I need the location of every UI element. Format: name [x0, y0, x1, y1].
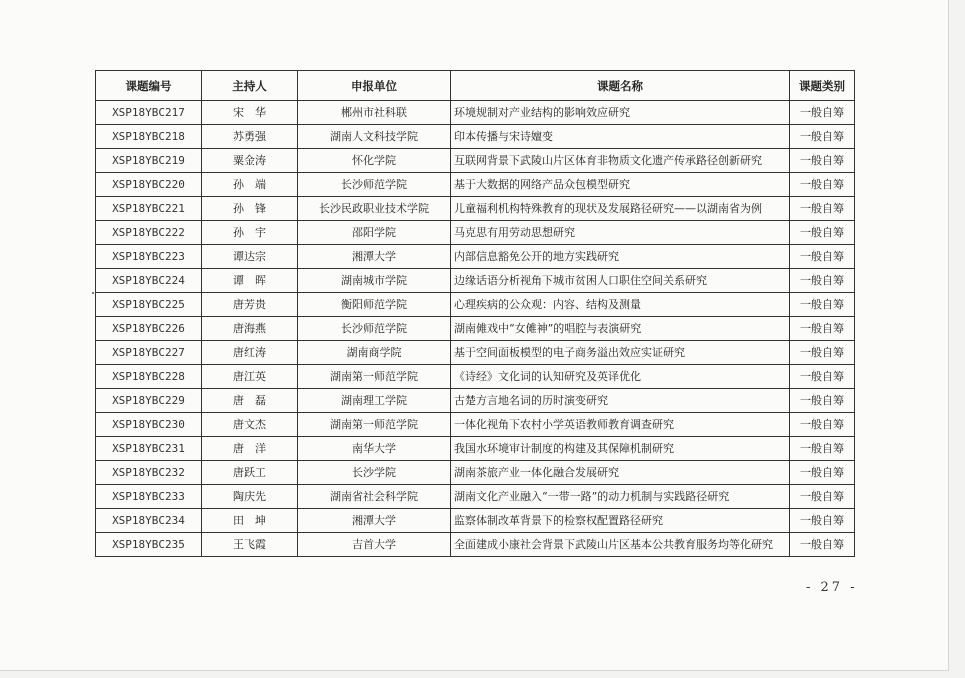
- unit-cell: 邵阳学院: [298, 221, 451, 245]
- host-cell: 苏勇强: [202, 125, 298, 149]
- project-id-cell: XSP18YBC234: [96, 509, 202, 533]
- table-row: [96, 269, 855, 293]
- table-row: [96, 413, 855, 437]
- table-row: [96, 101, 855, 125]
- host-cell: 孙 宇: [202, 221, 298, 245]
- title-cell: 儿童福利机构特殊教育的现状及发展路径研究——以湖南省为例: [451, 197, 790, 221]
- type-cell: 一般自筹: [790, 461, 855, 485]
- host-cell: 唐文杰: [202, 413, 298, 437]
- project-id-cell: XSP18YBC224: [96, 269, 202, 293]
- host-cell: 宋 华: [202, 101, 298, 125]
- host-cell: 唐海燕: [202, 317, 298, 341]
- type-cell: 一般自筹: [790, 221, 855, 245]
- title-cell: 环境规制对产业结构的影响效应研究: [451, 101, 790, 125]
- project-id-cell: XSP18YBC235: [96, 533, 202, 557]
- host-cell: 孙 锋: [202, 197, 298, 221]
- host-cell: 粟金涛: [202, 149, 298, 173]
- type-cell: 一般自筹: [790, 197, 855, 221]
- type-cell: 一般自筹: [790, 149, 855, 173]
- type-cell: 一般自筹: [790, 389, 855, 413]
- type-cell: 一般自筹: [790, 317, 855, 341]
- type-cell: 一般自筹: [790, 269, 855, 293]
- title-cell: 湖南傩戏中“女傩神”的唱腔与表演研究: [451, 317, 790, 341]
- project-id-cell: XSP18YBC225: [96, 293, 202, 317]
- table-row: [96, 197, 855, 221]
- unit-cell: 长沙师范学院: [298, 173, 451, 197]
- unit-cell: 湖南城市学院: [298, 269, 451, 293]
- type-cell: 一般自筹: [790, 413, 855, 437]
- host-cell: 谭达宗: [202, 245, 298, 269]
- type-cell: 一般自筹: [790, 341, 855, 365]
- type-cell: 一般自筹: [790, 101, 855, 125]
- title-cell: 全面建成小康社会背景下武陵山片区基本公共教育服务均等化研究: [451, 533, 790, 557]
- header-host: 主持人: [202, 71, 298, 101]
- unit-cell: 湖南理工学院: [298, 389, 451, 413]
- host-cell: 唐跃工: [202, 461, 298, 485]
- table-row: [96, 509, 855, 533]
- unit-cell: 怀化学院: [298, 149, 451, 173]
- title-cell: 基于空间面板模型的电子商务溢出效应实证研究: [451, 341, 790, 365]
- title-cell: 马克思有用劳动思想研究: [451, 221, 790, 245]
- title-cell: 古楚方言地名词的历时演变研究: [451, 389, 790, 413]
- unit-cell: 湖南第一师范学院: [298, 413, 451, 437]
- table-row: [96, 461, 855, 485]
- title-cell: 印本传播与宋诗嬗变: [451, 125, 790, 149]
- type-cell: 一般自筹: [790, 245, 855, 269]
- title-cell: 内部信息豁免公开的地方实践研究: [451, 245, 790, 269]
- project-id-cell: XSP18YBC226: [96, 317, 202, 341]
- host-cell: 唐 洋: [202, 437, 298, 461]
- host-cell: 田 坤: [202, 509, 298, 533]
- unit-cell: 长沙学院: [298, 461, 451, 485]
- project-id-cell: XSP18YBC217: [96, 101, 202, 125]
- project-id-cell: XSP18YBC230: [96, 413, 202, 437]
- type-cell: 一般自筹: [790, 509, 855, 533]
- host-cell: 谭 晖: [202, 269, 298, 293]
- title-cell: 我国水环境审计制度的构建及其保障机制研究: [451, 437, 790, 461]
- project-table: [95, 70, 855, 557]
- title-cell: 基于大数据的网络产品众包模型研究: [451, 173, 790, 197]
- project-id-cell: XSP18YBC223: [96, 245, 202, 269]
- table-row: [96, 221, 855, 245]
- project-id-cell: XSP18YBC228: [96, 365, 202, 389]
- header-project-id: 课题编号: [96, 71, 202, 101]
- type-cell: 一般自筹: [790, 125, 855, 149]
- title-cell: 心理疾病的公众观：内容、结构及测量: [451, 293, 790, 317]
- header-title: 课题名称: [451, 71, 790, 101]
- project-id-cell: XSP18YBC231: [96, 437, 202, 461]
- table-header-row: [96, 71, 855, 101]
- type-cell: 一般自筹: [790, 437, 855, 461]
- unit-cell: 郴州市社科联: [298, 101, 451, 125]
- project-id-cell: XSP18YBC222: [96, 221, 202, 245]
- table-row: [96, 389, 855, 413]
- title-cell: 边缘话语分析视角下城市贫困人口职住空间关系研究: [451, 269, 790, 293]
- host-cell: 唐芳贵: [202, 293, 298, 317]
- title-cell: 互联网背景下武陵山片区体育非物质文化遗产传承路径创新研究: [451, 149, 790, 173]
- unit-cell: 湘潭大学: [298, 245, 451, 269]
- host-cell: 唐江英: [202, 365, 298, 389]
- title-cell: 湖南文化产业融入“一带一路”的动力机制与实践路径研究: [451, 485, 790, 509]
- unit-cell: 吉首大学: [298, 533, 451, 557]
- host-cell: 孙 端: [202, 173, 298, 197]
- project-id-cell: XSP18YBC219: [96, 149, 202, 173]
- host-cell: 唐红涛: [202, 341, 298, 365]
- project-id-cell: XSP18YBC218: [96, 125, 202, 149]
- host-cell: 唐 磊: [202, 389, 298, 413]
- project-id-cell: XSP18YBC221: [96, 197, 202, 221]
- table-row: [96, 125, 855, 149]
- project-id-cell: XSP18YBC232: [96, 461, 202, 485]
- type-cell: 一般自筹: [790, 533, 855, 557]
- table-row: [96, 245, 855, 269]
- table-row: [96, 485, 855, 509]
- type-cell: 一般自筹: [790, 485, 855, 509]
- table-row: [96, 437, 855, 461]
- unit-cell: 长沙师范学院: [298, 317, 451, 341]
- title-cell: 一体化视角下农村小学英语教师教育调查研究: [451, 413, 790, 437]
- project-id-cell: XSP18YBC227: [96, 341, 202, 365]
- title-cell: 湖南茶旅产业一体化融合发展研究: [451, 461, 790, 485]
- unit-cell: 衡阳师范学院: [298, 293, 451, 317]
- type-cell: 一般自筹: [790, 293, 855, 317]
- type-cell: 一般自筹: [790, 365, 855, 389]
- type-cell: 一般自筹: [790, 173, 855, 197]
- unit-cell: 长沙民政职业技术学院: [298, 197, 451, 221]
- table-row: [96, 341, 855, 365]
- unit-cell: 湘潭大学: [298, 509, 451, 533]
- project-id-cell: XSP18YBC220: [96, 173, 202, 197]
- project-id-cell: XSP18YBC229: [96, 389, 202, 413]
- table-row: [96, 293, 855, 317]
- unit-cell: 湖南省社会科学院: [298, 485, 451, 509]
- title-cell: 监察体制改革背景下的检察权配置路径研究: [451, 509, 790, 533]
- project-id-cell: XSP18YBC233: [96, 485, 202, 509]
- table-row: [96, 173, 855, 197]
- page-number: - 27 -: [806, 580, 858, 595]
- table-row: [96, 317, 855, 341]
- host-cell: 陶庆先: [202, 485, 298, 509]
- header-type: 课题类别: [790, 71, 855, 101]
- header-unit: 申报单位: [298, 71, 451, 101]
- scan-speck: [92, 292, 94, 294]
- unit-cell: 湖南第一师范学院: [298, 365, 451, 389]
- title-cell: 《诗经》文化词的认知研究及英译优化: [451, 365, 790, 389]
- host-cell: 王飞霞: [202, 533, 298, 557]
- unit-cell: 湖南商学院: [298, 341, 451, 365]
- table-row: [96, 149, 855, 173]
- table-body: [96, 101, 855, 557]
- table-row: [96, 365, 855, 389]
- unit-cell: 南华大学: [298, 437, 451, 461]
- unit-cell: 湖南人文科技学院: [298, 125, 451, 149]
- table-row: [96, 533, 855, 557]
